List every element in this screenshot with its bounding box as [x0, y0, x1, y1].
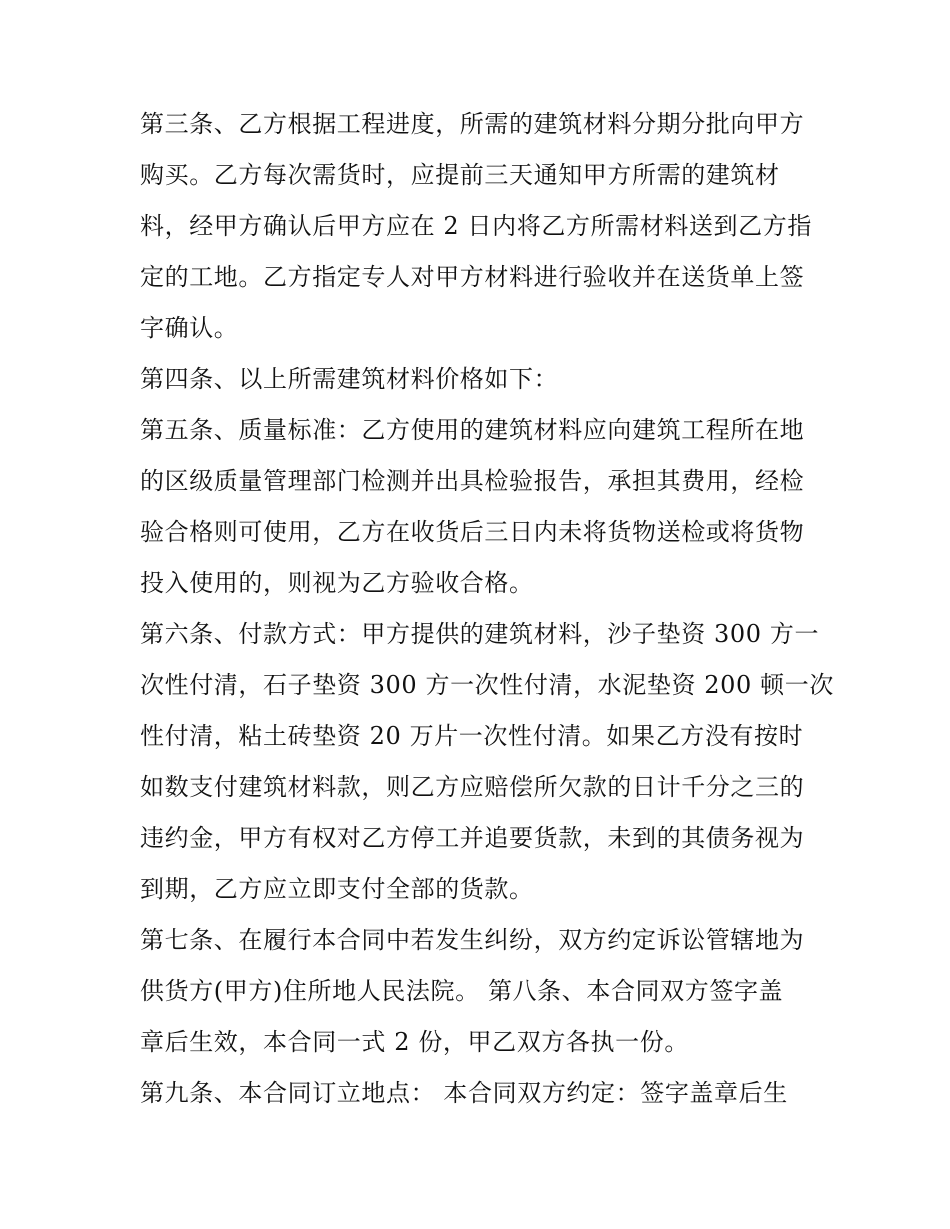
text-line: 定的工地。乙方指定专人对甲方材料进行验收并在送货单上签 — [140, 263, 805, 291]
text-line: 如数支付建筑材料款，则乙方应赔偿所欠款的日计千分之三的 — [140, 773, 805, 801]
text-line: 第七条、在履行本合同中若发生纠纷，双方约定诉讼管辖地为 — [140, 926, 805, 954]
text-line: 第九条、本合同订立地点： 本合同双方约定：签字盖章后生 — [140, 1079, 788, 1107]
text-line: 验合格则可使用，乙方在收货后三日内未将货物送检或将货物 — [140, 518, 805, 546]
text-line: 第五条、质量标准：乙方使用的建筑材料应向建筑工程所在地 — [140, 416, 805, 444]
text-line: 购买。乙方每次需货时，应提前三天通知甲方所需的建筑材 — [140, 161, 780, 189]
text-line: 第六条、付款方式：甲方提供的建筑材料，沙子垫资 300 方一 — [140, 620, 820, 648]
text-line: 性付清，粘土砖垫资 20 万片一次性付清。如果乙方没有按时 — [140, 722, 804, 750]
text-line: 第四条、以上所需建筑材料价格如下： — [140, 365, 559, 393]
text-line: 章后生效，本合同一式 2 份，甲乙双方各执一份。 — [140, 1028, 689, 1056]
text-line: 供货方(甲方)住所地人民法院。 第八条、本合同双方签字盖 — [140, 977, 784, 1005]
text-line: 字确认。 — [140, 314, 239, 342]
text-line: 投入使用的，则视为乙方验收合格。 — [140, 569, 534, 597]
text-line: 的区级质量管理部门检测并出具检验报告，承担其费用，经检 — [140, 467, 805, 495]
text-line: 第三条、乙方根据工程进度，所需的建筑材料分期分批向甲方 — [140, 110, 805, 138]
text-line: 次性付清，石子垫资 300 方一次性付清，水泥垫资 200 顿一次 — [140, 671, 834, 699]
text-line: 料，经甲方确认后甲方应在 2 日内将乙方所需材料送到乙方指 — [140, 212, 812, 240]
text-line: 到期，乙方应立即支付全部的货款。 — [140, 875, 534, 903]
text-line: 违约金，甲方有权对乙方停工并追要货款，未到的其债务视为 — [140, 824, 805, 852]
